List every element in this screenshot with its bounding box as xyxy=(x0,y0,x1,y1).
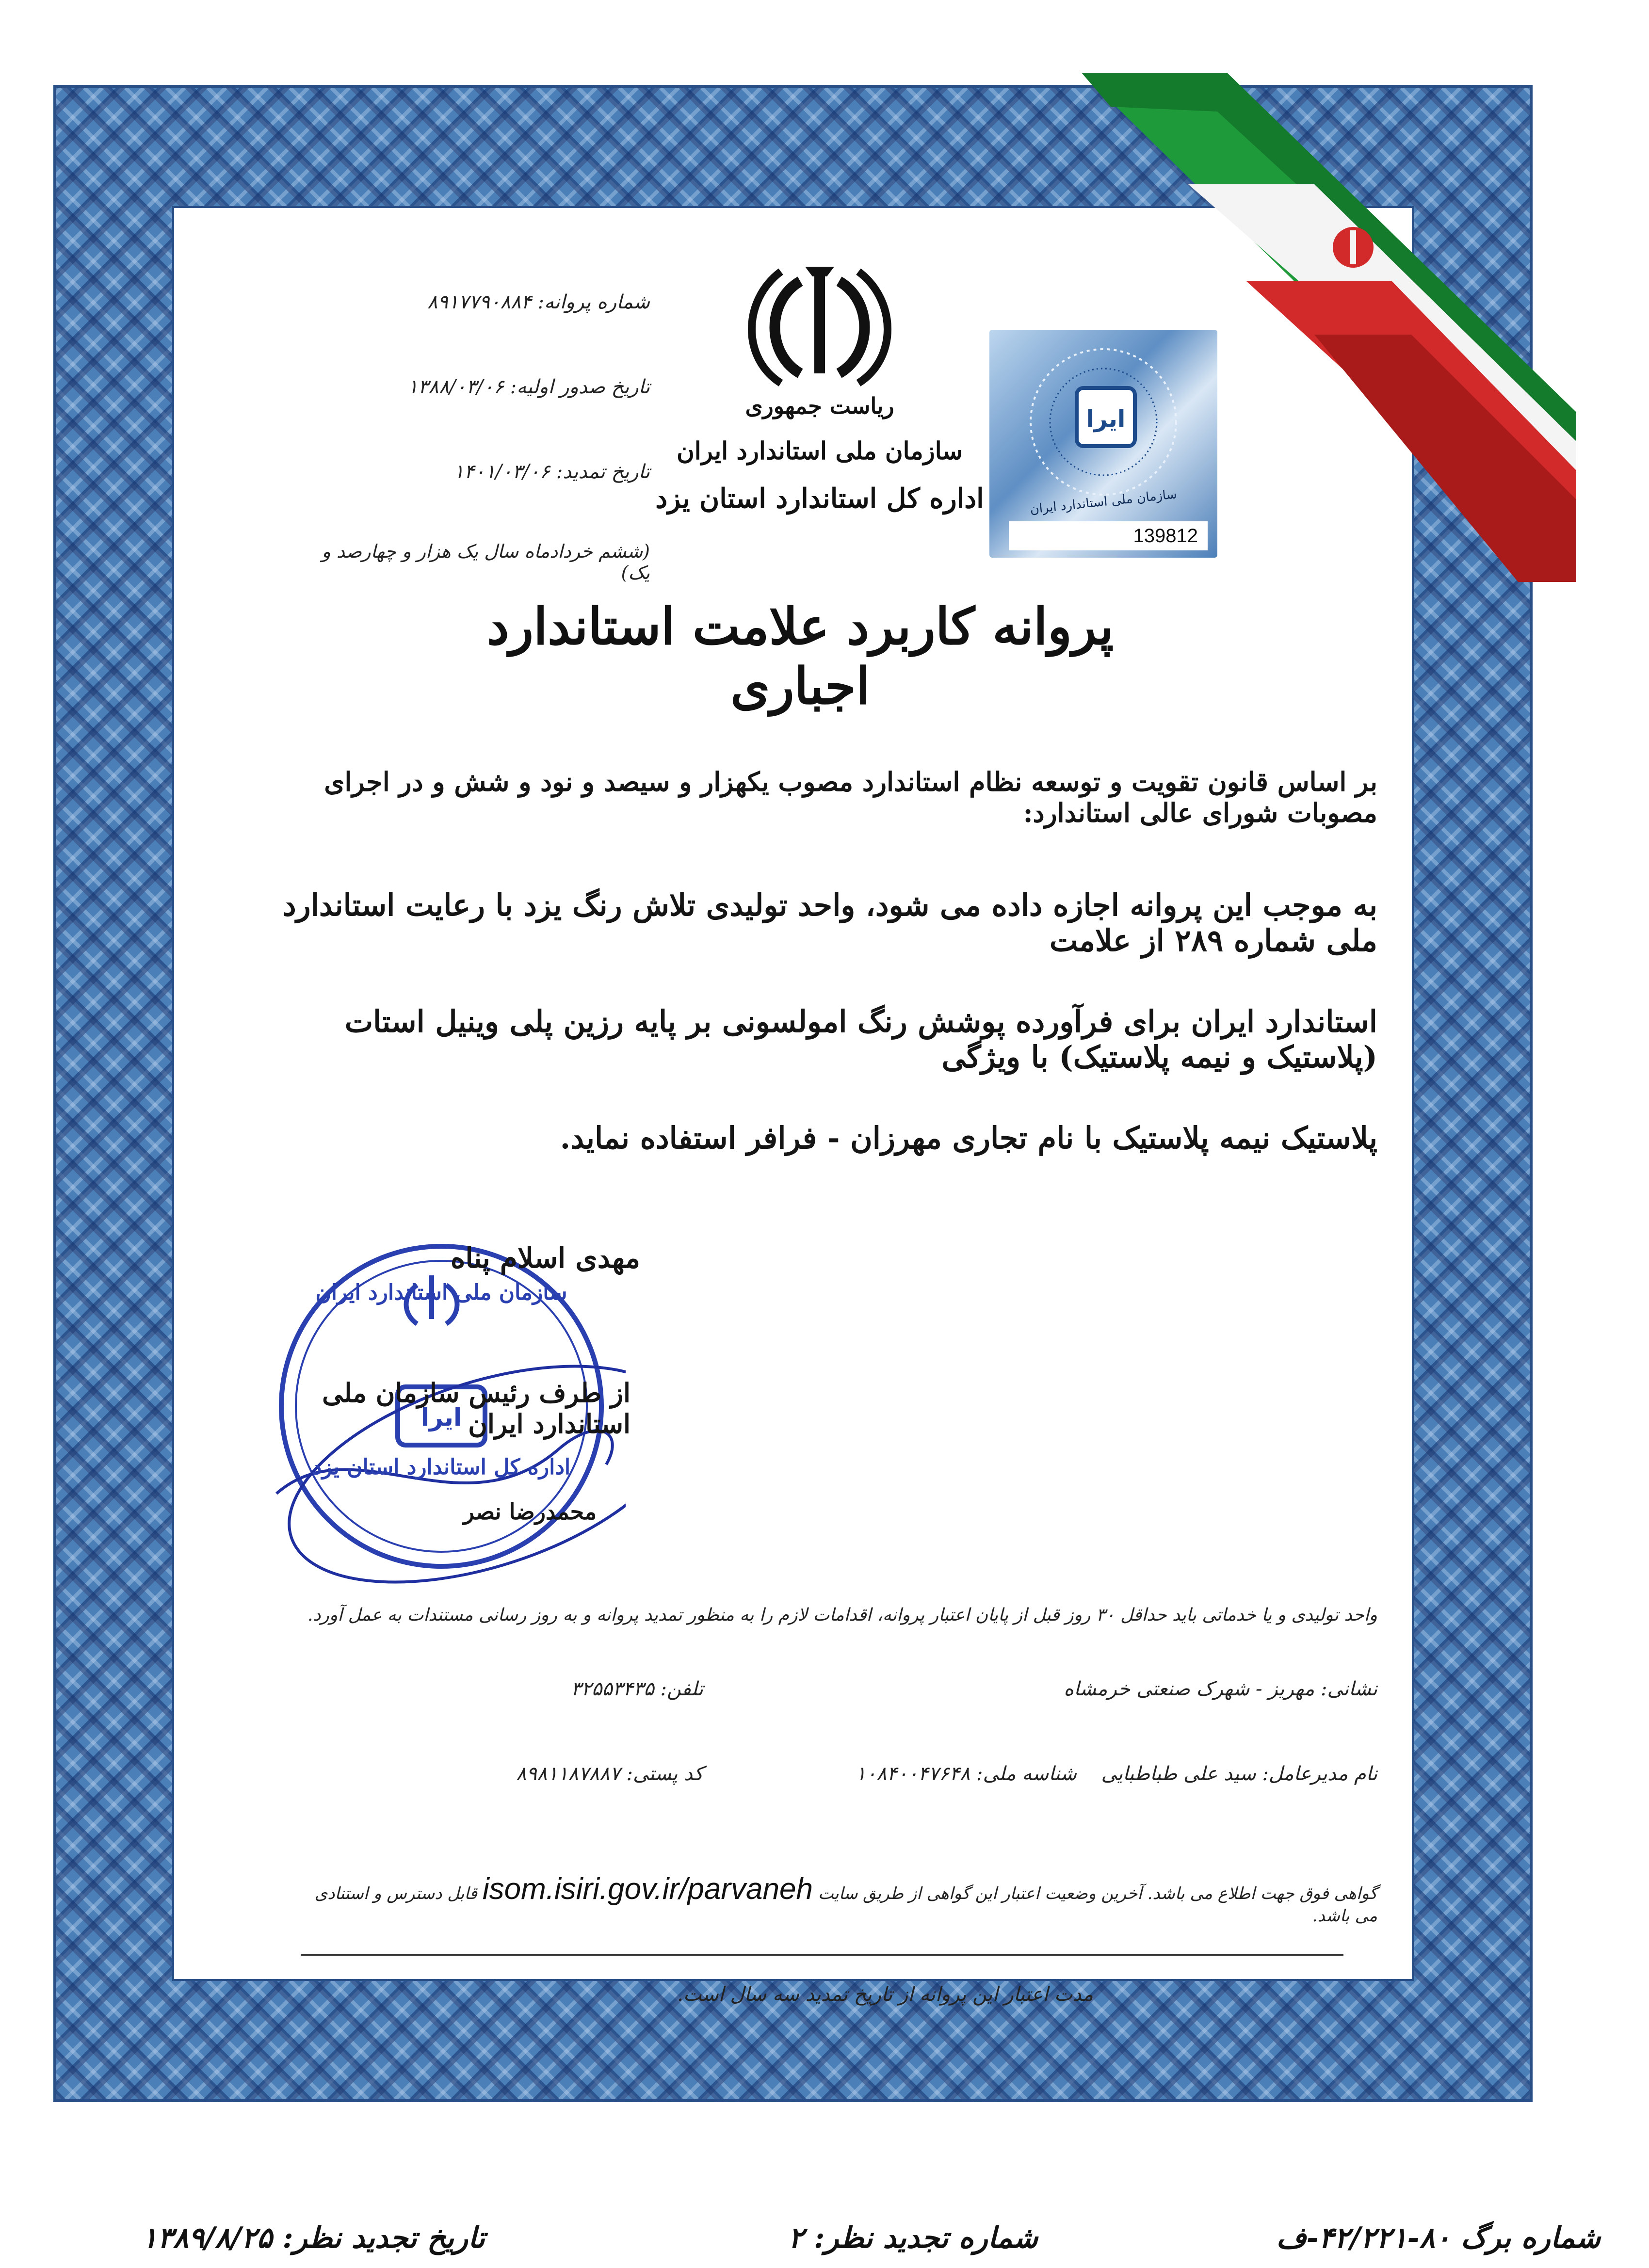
national-id: شناسه ملی: ۱۰۸۴۰۰۴۷۶۴۸ xyxy=(856,1763,1077,1785)
signer-name: مهدی اسلام پناه xyxy=(451,1241,640,1274)
renewal-notice: واحد تولیدی و یا خدماتی باید حداقل ۳۰ روز قبل از پایان اعتبار پروانه، اقدامات لازم را به منظور تمدید پروانه و به روز رسانی مستندات به عمل آورد. xyxy=(307,1605,1377,1625)
hologram-security-label xyxy=(989,330,1217,558)
signer-role: از طرف رئیس سازمان ملی استاندارد ایران xyxy=(322,1377,630,1439)
verification-url-link[interactable]: isom.isiri.gov.ir/parvaneh xyxy=(482,1872,813,1906)
renewal-date-in-words: (ششم خردادماه سال یک هزار و چهارصد و یک) xyxy=(322,541,650,583)
seal-top-text: سازمان ملی استاندارد ایران xyxy=(315,1280,567,1305)
form-reference-number: شماره برگ ۸۰-۴۲/۲۲۱-ف xyxy=(1276,2221,1600,2255)
postal-code: کد پستی: ۸۹۸۱۱۸۷۸۸۷ xyxy=(516,1763,703,1785)
seal-bottom-text: اداره کل استاندارد استان یزد xyxy=(312,1455,571,1480)
body-paragraph-line-4: پلاستیک نیمه پلاستیک با نام تجاری مهرزان - فرافر استفاده نماید. xyxy=(560,1120,1377,1156)
phone: تلفن: ۳۲۵۵۳۴۳۵ xyxy=(570,1678,703,1700)
org-presidency: ریاست جمهوری xyxy=(745,393,894,419)
validity-statement: مدت اعتبار این پروانه از تاریخ تمدید سه سال است. xyxy=(677,1983,1093,2006)
svg-text:ایرا: ایرا xyxy=(420,1403,462,1432)
license-number: شماره پروانه: ۸۹۱۷۷۹۰۸۸۴ xyxy=(427,291,650,313)
body-paragraph-line-2: به موجب این پروانه اجازه داده می شود، واحد تولیدی تلاش رنگ یزد با رعایت استاندارد ملی شماره ۲۸۹ از علامت xyxy=(283,887,1377,958)
address: نشانی: مهریز - شهرک صنعتی خرمشاه xyxy=(1064,1678,1377,1700)
org-national-standards: سازمان ملی استاندارد ایران xyxy=(677,436,963,465)
first-issue-date: تاریخ صدور اولیه: ۱۳۸۸/۰۳/۰۶ xyxy=(407,376,650,398)
hologram-serial-number: 139812 xyxy=(1009,521,1208,550)
body-paragraph-line-3: استاندارد ایران برای فرآورده پوشش رنگ امولسونی بر پایه رزین پلی وینیل استات (پلاستیک و نیمه پلاستیک) با ویژگی xyxy=(344,1004,1377,1075)
verification-text-before: گواهی فوق جهت اطلاع می باشد. آخرین وضعیت اعتبار این گواهی از طریق سایت xyxy=(818,1884,1377,1903)
org-yazd-office: اداره کل استاندارد استان یزد xyxy=(655,483,984,515)
svg-text:ایرا: ایرا xyxy=(1086,405,1126,433)
managing-director: نام مدیرعامل: سید علی طباطبایی xyxy=(1101,1763,1377,1785)
handwritten-signature: محمدرضا نصر xyxy=(463,1498,597,1525)
divider xyxy=(301,1954,1343,1956)
verification-line xyxy=(310,1872,1377,1926)
document-title: پروانه کاربرد علامت استاندارد اجباری xyxy=(486,596,1114,716)
review-number: شماره تجدید نظر: ۲ xyxy=(788,2221,1038,2255)
body-paragraph-line-1: بر اساس قانون تقویت و توسعه نظام استاندارد مصوب یکهزار و سیصد و نود و شش و در اجرای مصوبات شورای عالی استاندارد: xyxy=(324,766,1377,828)
verification-text-after: قابل دسترس و استنادی می باشد. xyxy=(314,1884,1377,1926)
hologram-caption: سازمان ملی استاندارد ایران xyxy=(1029,487,1178,517)
review-date: تاریخ تجدید نظر: ۱۳۸۹/۸/۲۵ xyxy=(142,2221,485,2255)
iran-emblem-icon xyxy=(747,262,892,388)
renewal-date: تاریخ تمدید: ۱۴۰۱/۰۳/۰۶ xyxy=(453,461,650,483)
